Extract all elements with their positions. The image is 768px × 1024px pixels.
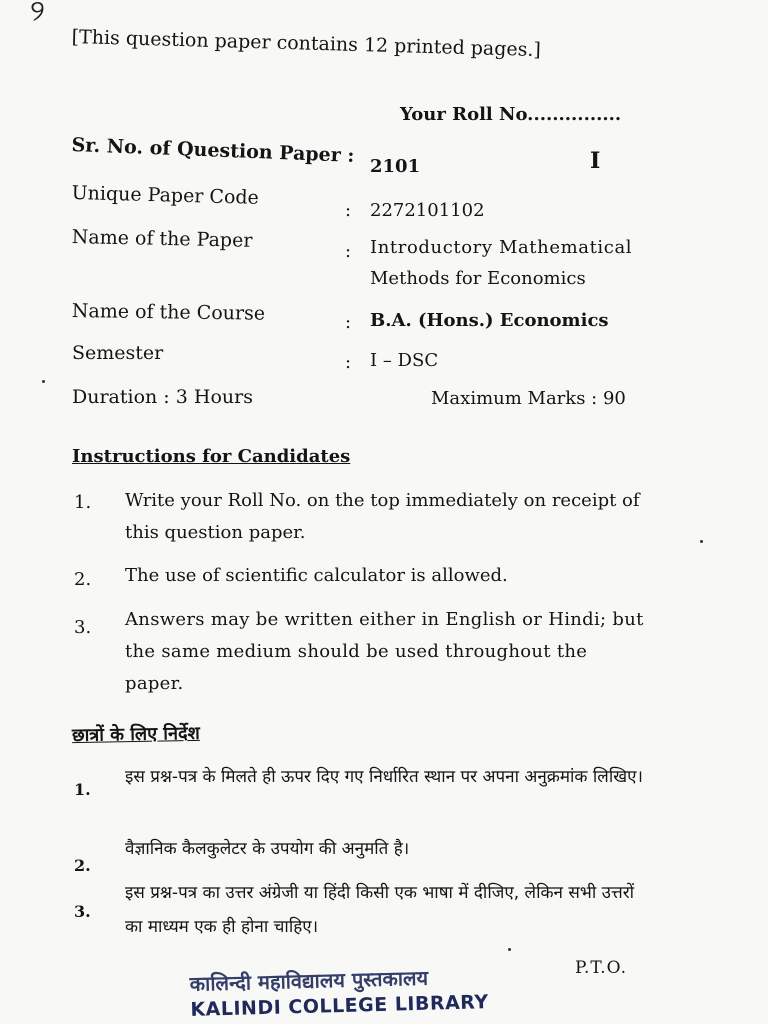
hindi-instruction-1-number: 1.	[74, 780, 91, 799]
maximum-marks: Maximum Marks : 90	[431, 388, 626, 409]
hindi-instruction-1-text: इस प्रश्न-पत्र के मिलते ही ऊपर दिए गए निर्धारित स्थान पर अपना अनुक्रमांक लिखिए।	[125, 767, 643, 787]
library-stamp	[189, 962, 489, 1021]
hindi-instruction-3-text: इस प्रश्न-पत्र का उत्तर अंग्रेजी या हिंदी किसी एक भाषा में दीजिए, लेकिन सभी उत्तरों का माध्यम एक ही होना चाहिए।	[125, 883, 635, 937]
paper-name-label: Name of the Paper	[71, 226, 253, 252]
speck	[508, 948, 511, 951]
instruction-2-number: 2.	[74, 569, 92, 590]
instruction-3-text: Answers may be written either in English or Hindi; but the same medium should be used throughout the paper.	[125, 609, 644, 694]
speck	[700, 540, 703, 543]
hindi-instruction-2-number: 2.	[74, 856, 91, 875]
instruction-1-text: Write your Roll No. on the top immediately on receipt of this question paper.	[125, 490, 640, 543]
upc-colon: :	[345, 200, 352, 221]
hindi-instruction-2-text: वैज्ञानिक कैलकुलेटर के उपयोग की अनुमति है।	[125, 839, 410, 859]
sr-no-label: Sr. No. of Question Paper :	[71, 134, 355, 167]
page-count-note: [This question paper contains 12 printed pages.]	[71, 26, 542, 62]
semester-label: Semester	[72, 342, 164, 364]
upc-label: Unique Paper Code	[71, 182, 260, 209]
speck	[42, 380, 45, 383]
instructions-title: Instructions for Candidates	[72, 446, 351, 467]
library-stamp-english: KALINDI COLLEGE LIBRARY	[190, 991, 489, 1021]
semester-colon: :	[345, 352, 352, 373]
course-label: Name of the Course	[71, 300, 266, 325]
roll-number-field: Your Roll No...............	[400, 104, 622, 125]
hindi-instructions-title: छात्रों के लिए निर्देश	[71, 722, 200, 747]
semester-value: I – DSC	[370, 350, 439, 371]
duration: Duration : 3 Hours	[72, 386, 253, 408]
course-colon: :	[345, 312, 352, 333]
upc-value: 2272101102	[370, 200, 485, 221]
sr-no-value: 2101	[370, 156, 421, 177]
paper-name-line1: Introductory Mathematical	[370, 237, 633, 258]
instruction-1-number: 1.	[74, 492, 92, 513]
paper-name-colon: :	[345, 241, 352, 262]
instruction-2-text: The use of scientific calculator is allowed.	[125, 565, 508, 586]
instruction-3-number: 3.	[74, 617, 92, 638]
paper-name-line2: Methods for Economics	[370, 268, 586, 289]
course-value: B.A. (Hons.) Economics	[370, 310, 609, 331]
page-turn-over: P.T.O.	[575, 958, 627, 978]
library-stamp-hindi: कालिन्दी महाविद्यालय पुस्तकालय	[189, 965, 429, 996]
corner-mark: ୨	[30, 0, 45, 29]
hindi-instruction-3-number: 3.	[74, 902, 91, 921]
set-mark: I	[590, 148, 601, 174]
